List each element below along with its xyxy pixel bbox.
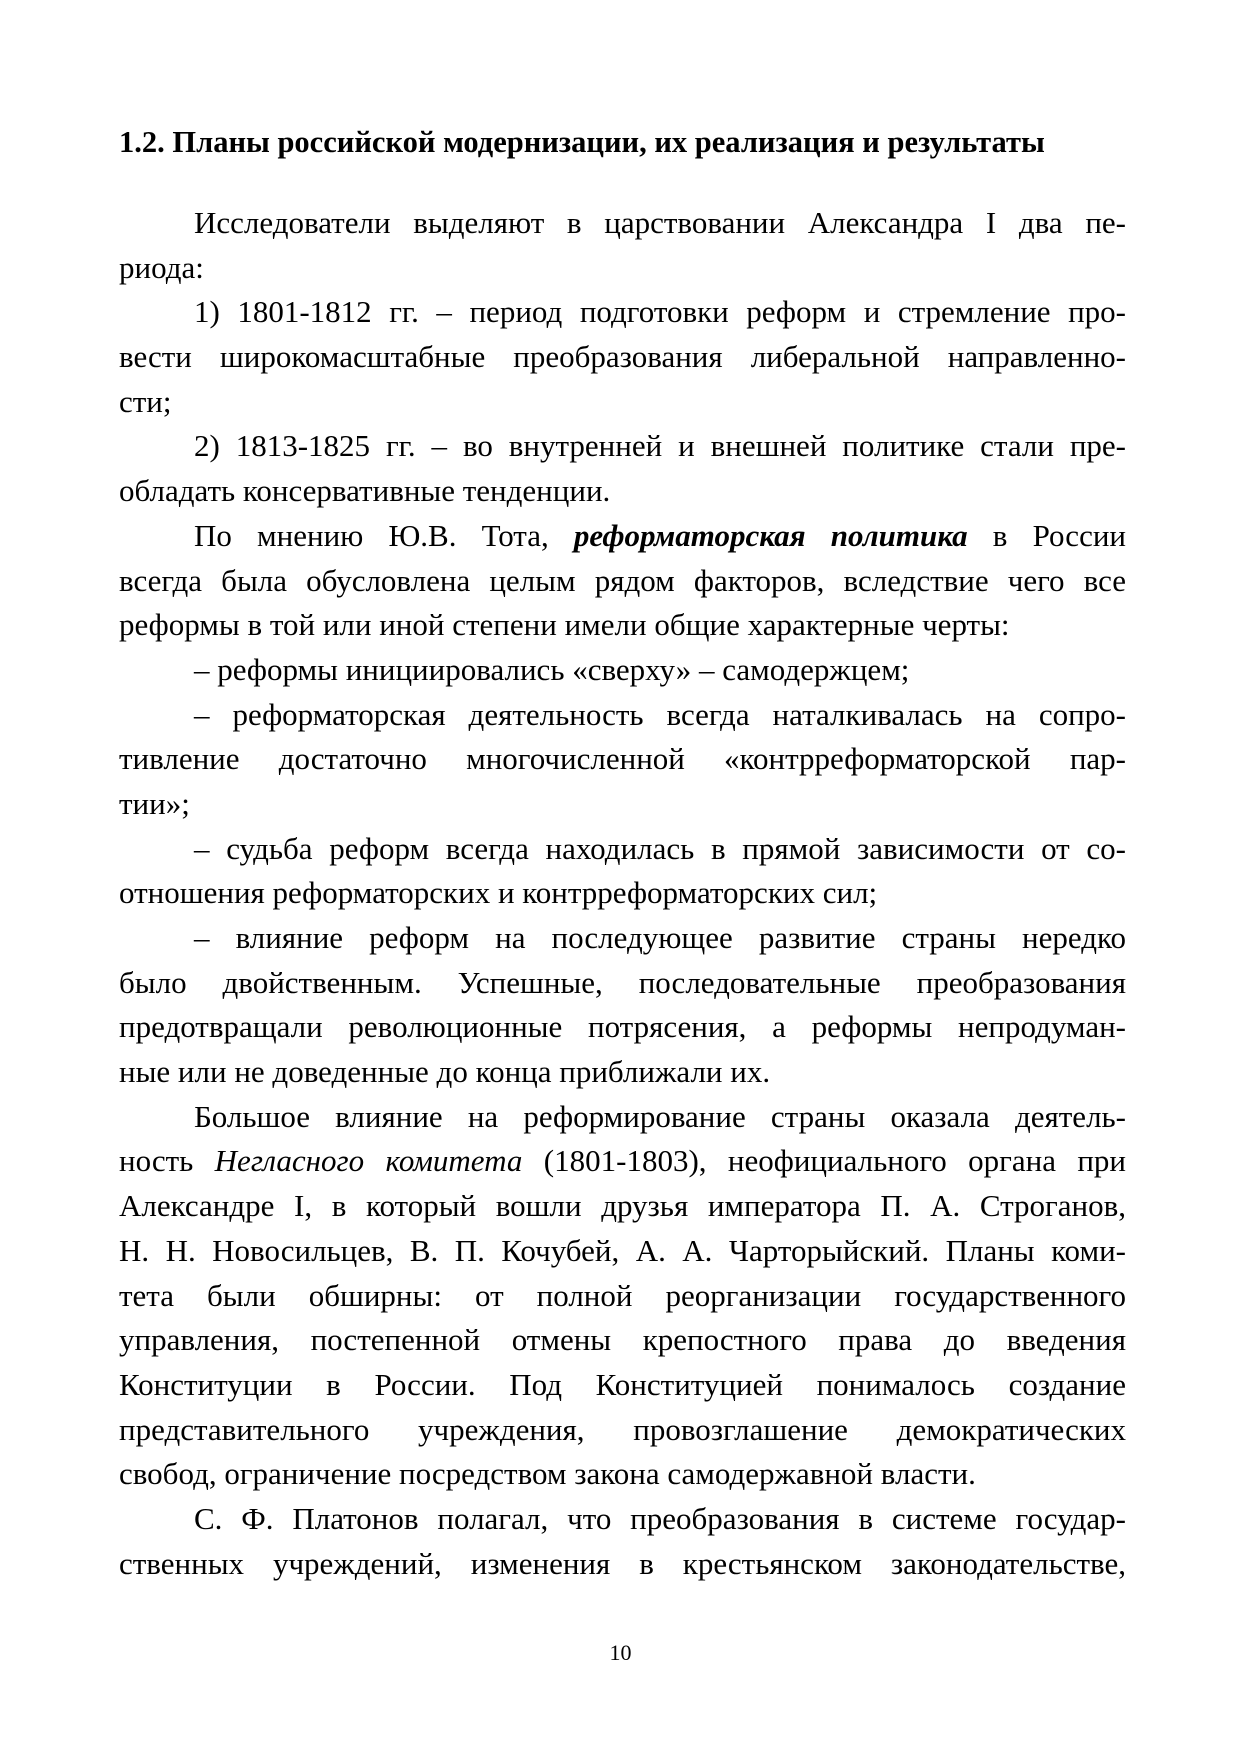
text-line: Конституции в России. Под Конституцией понималось создание <box>119 1366 1126 1402</box>
text-line: тета были обширны: от полной реорганизации государственного <box>119 1277 1126 1313</box>
text-line <box>119 514 1126 559</box>
body-text <box>119 201 1126 1586</box>
text-line: было двойственным. Успешные, последовательные преобразования <box>119 964 1126 1000</box>
page-number: 10 <box>609 1640 632 1665</box>
text-line: всегда была обусловлена целым рядом факторов, вследствие чего все <box>119 562 1126 598</box>
text-line: реформы в той или иной степени имели общие характерные черты: <box>119 607 1010 643</box>
text-span: в России <box>967 517 1127 553</box>
text-line: Исследователи выделяют в царствовании Александра I два пе- <box>194 205 1126 240</box>
text-line: С. Ф. Платонов полагал, что преобразования в системе государ- <box>194 1500 1126 1536</box>
text-line: отношения реформаторских и контрреформаторских сил; <box>119 875 878 911</box>
text-line: – реформаторская деятельность всегда наталкивалась на сопро- <box>194 696 1126 732</box>
text-line: Н. Н. Новосильцев, В. П. Кочубей, А. А. Чарторыйский. Планы коми- <box>119 1232 1126 1268</box>
text-span: ность <box>119 1143 215 1179</box>
text-line: представительного учреждения, провозглашение демократических <box>119 1411 1126 1447</box>
text-line: предотвращали революционные потрясения, а реформы непродуман- <box>119 1009 1126 1045</box>
text-line: – судьба реформ всегда находилась в прямой зависимости от со- <box>194 830 1126 866</box>
text-line: ные или не доведенные до конца приближали их. <box>119 1054 771 1090</box>
text-line <box>119 1139 1126 1184</box>
section-heading: 1.2. Планы российской модернизации, их реализация и результаты <box>119 125 1045 159</box>
emphasized-term: реформаторская политика <box>573 517 968 553</box>
text-line: ственных учреждений, изменения в крестьянском законодательстве, <box>119 1545 1126 1581</box>
emphasized-term: Негласного комитета <box>214 1143 523 1179</box>
text-line: тивление достаточно многочисленной «контрреформаторской пар- <box>119 741 1126 777</box>
text-line: сти; <box>119 383 172 419</box>
text-line: свобод, ограничение посредством закона самодержавной власти. <box>119 1456 976 1492</box>
text-line: риода: <box>119 249 204 285</box>
text-line: управления, постепенной отмены крепостного права до введения <box>119 1322 1126 1358</box>
text-line: Александре I, в который вошли друзья императора П. А. Строганов, <box>119 1188 1126 1224</box>
text-line: вести широкомасштабные преобразования либеральной направленно- <box>119 339 1126 375</box>
text-line: 2) 1813-1825 гг. – во внутренней и внешней политике стали пре- <box>194 428 1126 464</box>
text-line: 1) 1801-1812 гг. – период подготовки реформ и стремление про- <box>194 294 1126 330</box>
text-line: – влияние реформ на последующее развитие страны нередко <box>194 920 1126 955</box>
text-line: тии»; <box>119 785 190 821</box>
text-span: (1801-1803), неофициального органа при <box>522 1143 1126 1179</box>
text-line: обладать консервативные тенденции. <box>119 473 611 509</box>
text-line: – реформы инициировались «сверху» – самодержцем; <box>194 651 910 687</box>
text-line: Большое влияние на реформирование страны оказала деятель- <box>194 1098 1126 1134</box>
text-span: По мнению Ю.В. Тота, <box>194 517 574 553</box>
